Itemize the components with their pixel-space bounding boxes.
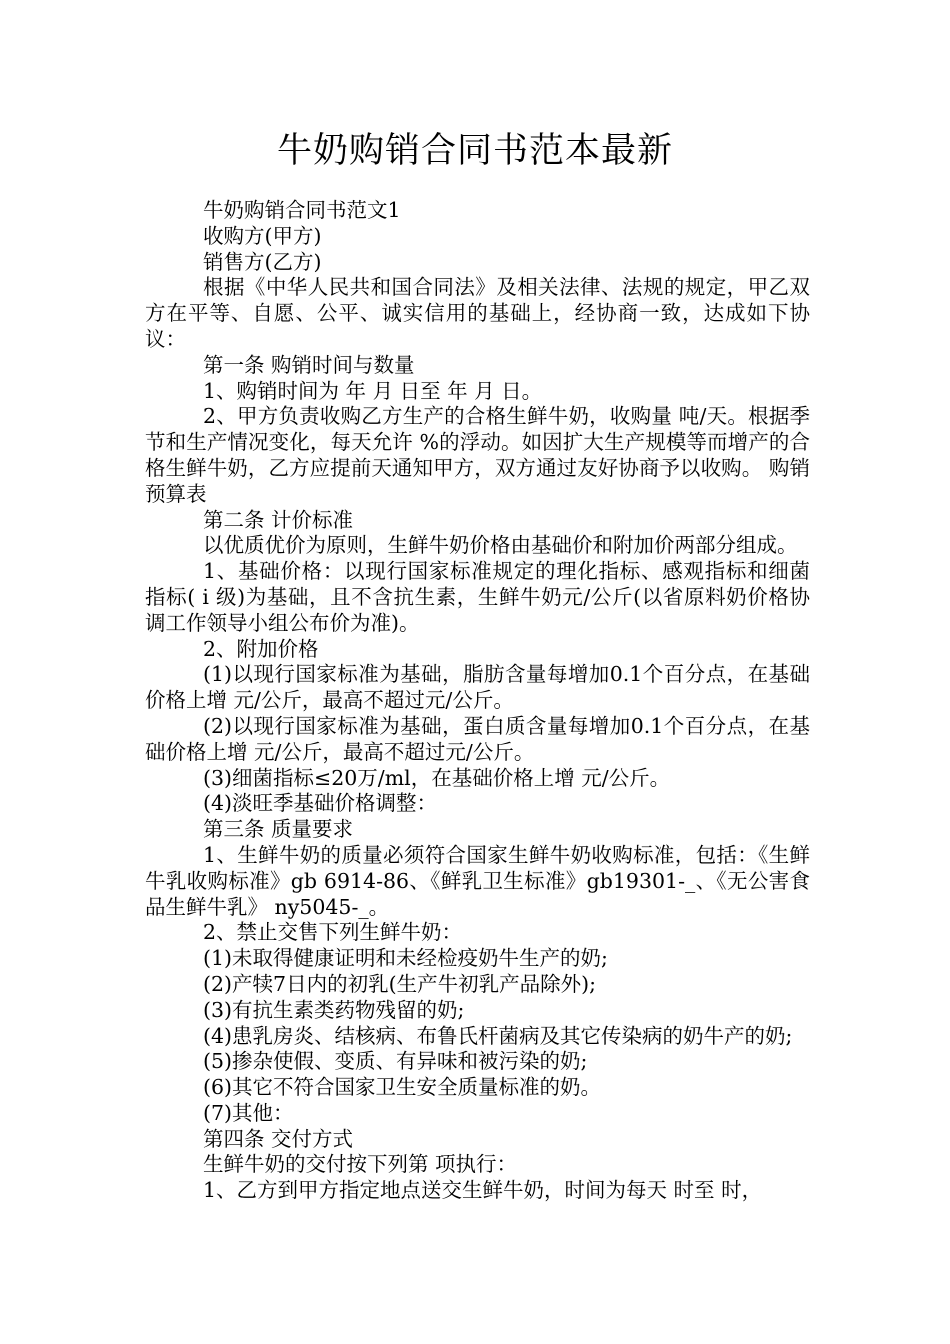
document-title: 牛奶购销合同书范本最新 — [276, 131, 673, 171]
paragraph: (4)患乳房炎、结核病、布鲁氏杆菌病及其它传染病的奶牛产的奶; — [203, 1023, 793, 1048]
section-heading: 第四条 交付方式 — [203, 1126, 354, 1151]
paragraph: 收购方(甲方) — [203, 223, 322, 248]
paragraph: (6)其它不符合国家卫生安全质量标准的奶。 — [203, 1075, 602, 1100]
paragraph: (1)以现行国家标准为基础，脂肪含量每增加0.1个百分点，在基础价格上增 元/公斤，最高不超过元/公斤。 — [145, 662, 810, 713]
paragraph: 1、乙方到甲方指定地点送交生鲜牛奶，时间为每天 时至 时， — [203, 1178, 763, 1203]
paragraph: 1、生鲜牛奶的质量必须符合国家生鲜牛奶收购标准，包括：《生鲜牛乳收购标准》gb 6914-86、《鲜乳卫生标准》gb19301-_、《无公害食品生鲜牛乳》 ny5045-_。 — [145, 842, 810, 919]
paragraph: (1)未取得健康证明和未经检疫奶牛生产的奶; — [203, 946, 608, 971]
paragraph: (2)产犊7日内的初乳(生产牛初乳产品除外); — [203, 971, 596, 996]
paragraph: 1、基础价格：以现行国家标准规定的理化指标、感观指标和细菌指标( i 级)为基础，且不含抗生素，生鲜牛奶元/公斤(以省原料奶价格协调工作领导小组公布价为准)。 — [145, 559, 810, 635]
paragraph: 牛奶购销合同书范文1 — [203, 198, 401, 222]
section-heading: 第三条 质量要求 — [203, 817, 354, 842]
paragraph: 1、购销时间为 年 月 日至 年 月 日。 — [203, 378, 543, 403]
paragraph: 销售方(乙方) — [203, 249, 322, 274]
document-body — [145, 198, 810, 1204]
paragraph: 2、禁止交售下列生鲜牛奶： — [203, 920, 463, 945]
paragraph: 根据《中华人民共和国合同法》及相关法律、法规的规定，甲乙双方在平等、自愿、公平、诚实信用的基础上，经协商一致，达成如下协议： — [145, 275, 810, 351]
paragraph: (3)细菌指标≤20万/ml，在基础价格上增 元/公斤。 — [203, 765, 671, 790]
paragraph: 以优质优价为原则，生鲜牛奶价格由基础价和附加价两部分组成。 — [203, 533, 798, 558]
paragraph: (2)以现行国家标准为基础，蛋白质含量每增加0.1个百分点，在基础价格上增 元/公斤，最高不超过元/公斤。 — [145, 713, 810, 764]
paragraph: (7)其他： — [203, 1100, 294, 1125]
section-heading: 第二条 计价标准 — [203, 507, 354, 532]
paragraph: 生鲜牛奶的交付按下列第 项执行： — [203, 1152, 518, 1177]
paragraph: (5)掺杂使假、变质、有异味和被污染的奶; — [203, 1049, 588, 1074]
section-heading: 第一条 购销时间与数量 — [203, 352, 415, 377]
paragraph: (4)淡旺季基础价格调整： — [203, 791, 438, 816]
paragraph: 2、附加价格 — [203, 636, 319, 661]
paragraph: (3)有抗生素类药物残留的奶; — [203, 997, 465, 1022]
paragraph: 2、甲方负责收购乙方生产的合格生鲜牛奶，收购量 吨/天。根据季节和生产情况变化，每天允许 %的浮动。如因扩大生产规模等而增产的合格生鲜牛奶，乙方应提前天通知甲方，双方通过友好协商予以收购。 购销预算表 — [145, 404, 810, 506]
